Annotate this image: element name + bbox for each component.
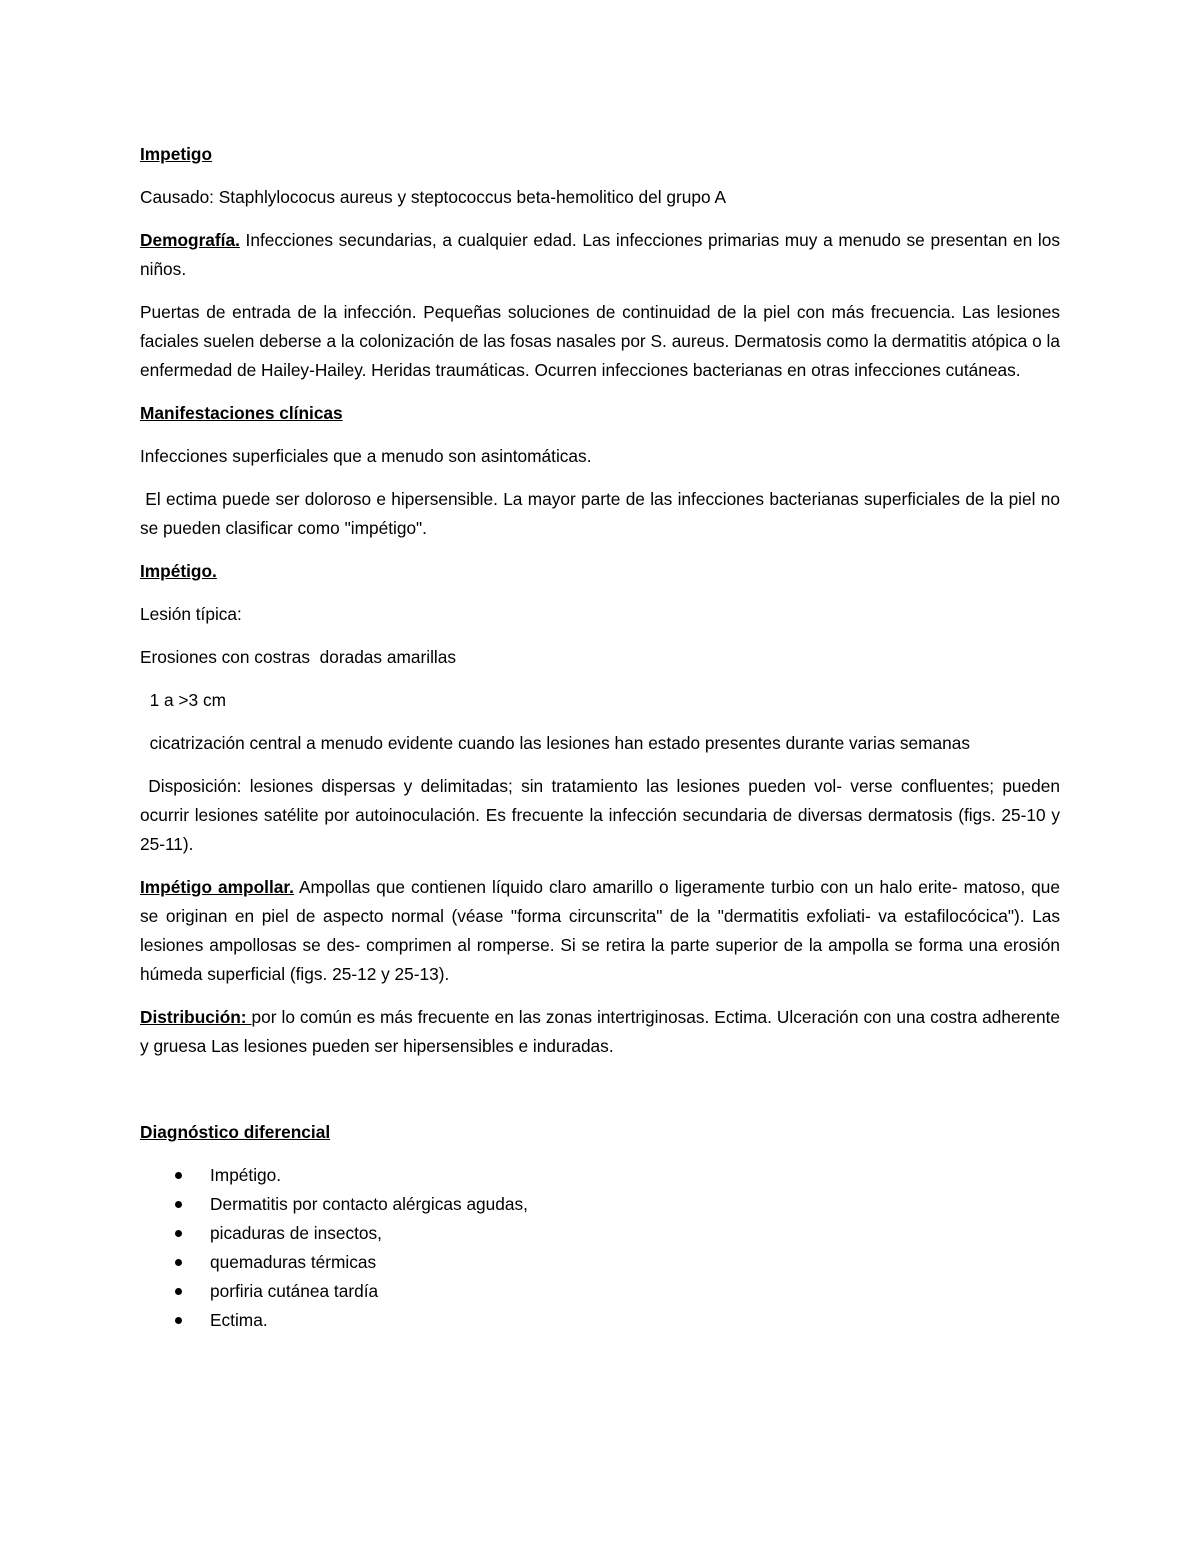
causado-paragraph: Causado: Staphlylococus aureus y steptococcus beta-hemolitico del grupo A — [140, 187, 726, 207]
manifestaciones-paragraph-1: Infecciones superficiales que a menudo son asintomáticas. — [140, 446, 592, 466]
disposicion-paragraph: Disposición: lesiones dispersas y delimitadas; sin tratamiento las lesiones pueden vol- verse confluentes; pueden ocurrir lesiones satélite por autoinoculación. Es frecuente la infección secundaria de diversas dermatosis (figs. 25-10 y 25-11). — [140, 776, 1065, 854]
erosiones-paragraph: Erosiones con costras doradas amarillas — [140, 647, 457, 667]
document-page — [140, 140, 1065, 1335]
distribucion-heading: Distribución: — [140, 1007, 252, 1027]
demografia-text: Infecciones secundarias, a cualquier edad. Las infecciones primarias muy a menudo se presentan en los niños. — [140, 230, 1060, 279]
list-item-text: Ectima. — [210, 1310, 268, 1330]
diagnostico-heading-paragraph — [140, 1118, 1060, 1147]
lesion-tipica-label: Lesión típica: — [140, 604, 242, 624]
cicatrizacion-paragraph: cicatrización central a menudo evidente cuando las lesiones han estado presentes durante varias semanas — [140, 733, 971, 753]
bullet-icon — [175, 1201, 182, 1208]
list-item — [210, 1190, 1060, 1219]
bullet-icon — [175, 1172, 182, 1179]
bullet-icon — [175, 1230, 182, 1237]
list-item-text: quemaduras térmicas — [210, 1252, 377, 1272]
list-item-text: porfiria cutánea tardía — [210, 1281, 379, 1301]
list-item — [210, 1161, 1060, 1190]
title-heading: Impetigo — [140, 144, 213, 164]
diagnostico-list — [140, 1161, 1060, 1335]
tamano-paragraph: 1 a >3 cm — [140, 690, 226, 710]
manifestaciones-heading-paragraph — [140, 399, 1060, 428]
demografia-heading: Demografía. — [140, 230, 240, 250]
demografia-paragraph — [140, 226, 1060, 284]
list-item — [210, 1219, 1060, 1248]
list-item-text: Impétigo. — [210, 1165, 282, 1185]
distribucion-text: por lo común es más frecuente en las zonas intertriginosas. Ectima. Ulceración con una costra adherente y gruesa Las lesiones pueden ser hipersensibles e induradas. — [140, 1007, 1060, 1056]
distribucion-paragraph — [140, 1003, 1060, 1061]
bullet-icon — [175, 1259, 182, 1266]
bullet-icon — [175, 1288, 182, 1295]
impetigo-heading: Impétigo. — [140, 561, 217, 581]
puertas-paragraph: Puertas de entrada de la infección. Pequeñas soluciones de continuidad de la piel con más frecuencia. Las lesiones faciales suelen deberse a la colonización de las fosas nasales por S. aureus. Dermatosis como la dermatitis atópica o la enfermedad de Hailey-Hailey. Heridas traumáticas. Ocurren infecciones bacterianas en otras infecciones cutáneas. — [140, 302, 1060, 380]
list-item — [210, 1306, 1060, 1335]
ampollar-text: Ampollas que contienen líquido claro amarillo o ligeramente turbio con un halo erite- matoso, que se originan en piel de aspecto normal (véase "forma circunscrita" de la "dermatitis exfoliati- va estafilocócica"). Las lesiones ampollosas se des- comprimen al romperse. Si se retira la parte superior de la ampolla se forma una erosión húmeda superficial (figs. 25-12 y 25-13). — [140, 877, 1061, 984]
list-item — [210, 1248, 1060, 1277]
list-item-text: picaduras de insectos, — [210, 1223, 382, 1243]
document-title — [140, 140, 1060, 169]
manifestaciones-paragraph-2: El ectima puede ser doloroso e hipersensible. La mayor parte de las infecciones bacterianas superficiales de la piel no se pueden clasificar como "impétigo". — [140, 489, 1065, 538]
list-item — [210, 1277, 1060, 1306]
list-item-text: Dermatitis por contacto alérgicas agudas, — [210, 1194, 528, 1214]
ampollar-paragraph — [140, 873, 1060, 989]
manifestaciones-heading: Manifestaciones clínicas — [140, 403, 343, 423]
diagnostico-heading: Diagnóstico diferencial — [140, 1122, 331, 1142]
impetigo-heading-paragraph — [140, 557, 1060, 586]
ampollar-heading: Impétigo ampollar. — [140, 877, 294, 897]
bullet-icon — [175, 1317, 182, 1324]
